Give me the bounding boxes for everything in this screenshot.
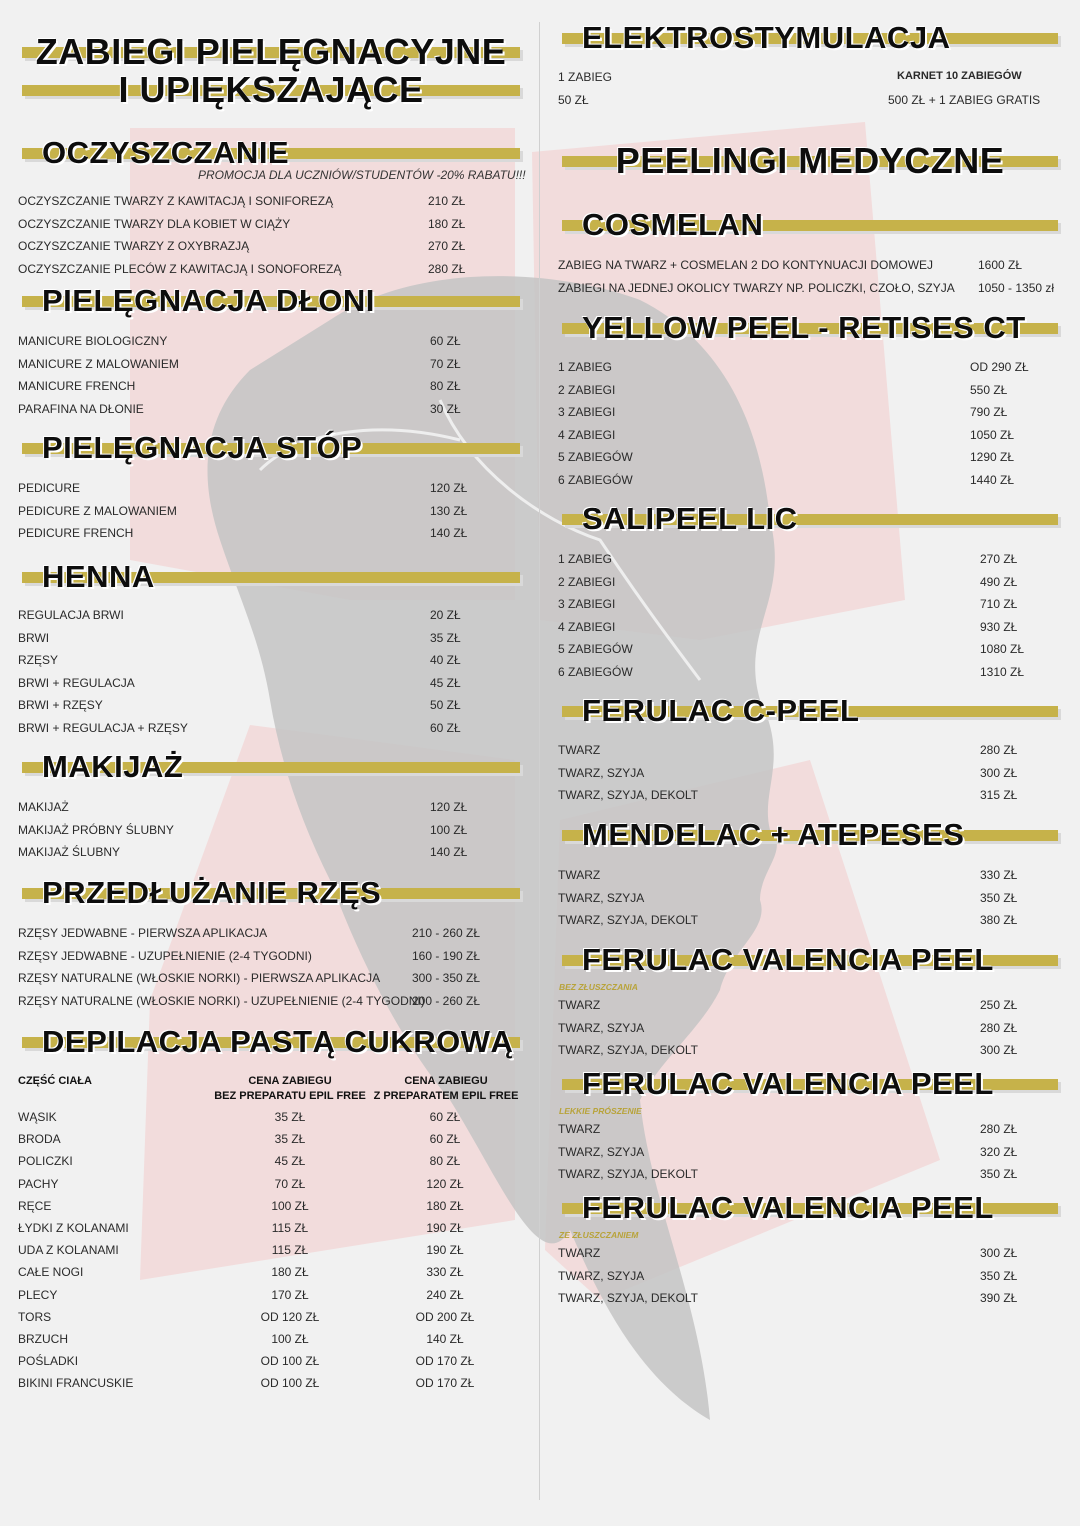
- table-cell-price-without: 170 ZŁ: [271, 1287, 309, 1302]
- item-name: OCZYSZCZANIE PLECÓW Z KAWITACJĄ I SONOFOREZĄ: [18, 261, 342, 276]
- table-cell-price-without: OD 100 ZŁ: [260, 1376, 320, 1391]
- item-price: 280 ZŁ: [980, 743, 1018, 757]
- item-price: 1050 ZŁ: [970, 427, 1015, 442]
- item-name: PEDICURE FRENCH: [18, 526, 134, 540]
- item-price: 160 - 190 ZŁ: [412, 948, 481, 963]
- section-heading: [562, 308, 1058, 348]
- table-cell-part: ŁYDKI Z KOLANAMI: [18, 1221, 129, 1235]
- section-heading: [562, 1064, 1058, 1104]
- item-name: MANICURE FRENCH: [18, 379, 136, 393]
- table-cell-part: CAŁE NOGI: [18, 1265, 84, 1280]
- peelingi-heading: [562, 141, 1058, 181]
- item-name: TWARZ: [558, 1122, 601, 1136]
- item-price: 180 ZŁ: [428, 216, 466, 231]
- item-name: RZĘSY JEDWABNE - UZUPEŁNIENIE (2-4 TYGODNI): [18, 948, 312, 963]
- promo-text: PROMOCJA DLA UCZNIÓW/STUDENTÓW -20% RABATU!!!: [198, 168, 526, 182]
- item-price: 315 ZŁ: [980, 788, 1018, 802]
- item-name: BRWI + REGULACJA: [18, 675, 135, 690]
- item-name: TWARZ, SZYJA: [558, 1020, 645, 1035]
- item-price: 210 - 260 ZŁ: [412, 926, 481, 940]
- section-title: PIELĘGNACJA DŁONI: [42, 283, 375, 318]
- item-price: 45 ZŁ: [430, 675, 461, 690]
- item-price: 1310 ZŁ: [980, 664, 1025, 679]
- item-name: 3 ZABIEGI: [558, 405, 616, 419]
- item-name: TWARZ: [558, 1246, 601, 1260]
- item-price: 30 ZŁ: [430, 401, 461, 416]
- table-cell-part: BRODA: [18, 1132, 61, 1147]
- table-cell-part: POLICZKI: [18, 1154, 73, 1169]
- table-cell-part: PLECY: [18, 1287, 58, 1302]
- item-name: BRWI + RZĘSY: [18, 698, 103, 712]
- elektro-pass-label: KARNET 10 ZABIEGÓW: [897, 70, 1022, 82]
- table-cell-price-with: 60 ZŁ: [429, 1132, 461, 1147]
- section-title: MENDELAC + ATEPESES: [582, 817, 965, 852]
- item-name: TWARZ, SZYJA: [558, 890, 645, 905]
- section-title: SALIPEEL LIC: [582, 501, 798, 536]
- section-heading-depilacja: [22, 1022, 520, 1062]
- elektro-single-price: 50 ZŁ: [558, 93, 589, 107]
- item-price: 300 ZŁ: [980, 765, 1018, 780]
- item-price: 210 ZŁ: [428, 194, 466, 208]
- item-name: ZABIEG NA TWARZ + COSMELAN 2 DO KONTYNUACJI DOMOWEJ: [558, 258, 934, 272]
- item-price: 1080 ZŁ: [980, 642, 1025, 656]
- section-title: FERULAC VALENCIA PEEL: [582, 942, 994, 977]
- table-cell-price-without: 70 ZŁ: [274, 1176, 306, 1191]
- item-name: TWARZ, SZYJA, DEKOLT: [558, 788, 699, 802]
- section-title: ZABIEGI PIELĘGNACYJNE: [35, 31, 507, 72]
- table-cell-price-without: 100 ZŁ: [271, 1332, 309, 1346]
- section-title: YELLOW PEEL - RETISES CT: [582, 310, 1026, 345]
- section-title: DEPILACJA PASTĄ CUKROWĄ: [42, 1024, 514, 1059]
- item-price: 1290 ZŁ: [970, 450, 1015, 464]
- item-price: 270 ZŁ: [428, 239, 466, 253]
- table-cell-price-with: 60 ZŁ: [429, 1110, 461, 1124]
- section-title: ELEKTROSTYMULACJA: [582, 20, 951, 55]
- table-cell-price-without: 115 ZŁ: [271, 1221, 309, 1235]
- item-price: 70 ZŁ: [430, 356, 461, 371]
- item-price: 140 ZŁ: [430, 526, 468, 540]
- section-title: PEELINGI MEDYCZNE: [615, 140, 1005, 181]
- item-name: PEDICURE Z MALOWANIEM: [18, 503, 177, 518]
- item-name: TWARZ, SZYJA, DEKOLT: [558, 1043, 699, 1057]
- section-heading: [562, 691, 1058, 731]
- item-name: TWARZ, SZYJA: [558, 1144, 645, 1159]
- section-heading: [22, 873, 520, 913]
- item-price: 350 ZŁ: [980, 1268, 1018, 1283]
- table-cell-price-with: 180 ZŁ: [426, 1198, 464, 1213]
- section-heading-elektro: [562, 18, 1058, 58]
- section-heading: [22, 747, 520, 787]
- section-title: I UPIĘKSZAJĄCE: [118, 69, 424, 110]
- item-name: TWARZ, SZYJA: [558, 1268, 645, 1283]
- section-heading: [22, 281, 520, 321]
- item-name: 6 ZABIEGÓW: [558, 664, 633, 679]
- item-name: 5 ZABIEGÓW: [558, 450, 633, 464]
- section-heading: [22, 428, 520, 468]
- section-title: FERULAC C-PEEL: [582, 693, 860, 728]
- item-name: MAKIJAŻ ŚLUBNY: [18, 845, 121, 859]
- item-price: 140 ZŁ: [430, 845, 468, 859]
- table-cell-price-with: 190 ZŁ: [426, 1221, 464, 1235]
- table-cell-part: PACHY: [18, 1176, 59, 1191]
- item-price: 1600 ZŁ: [978, 258, 1023, 272]
- table-cell-part: TORS: [18, 1309, 52, 1324]
- item-name: RZĘSY: [18, 653, 59, 667]
- item-price: 350 ZŁ: [980, 1167, 1018, 1181]
- table-cell-price-with: OD 170 ZŁ: [415, 1376, 475, 1391]
- item-name: RZĘSY JEDWABNE - PIERWSZA APLIKACJA: [18, 926, 268, 940]
- item-price: 280 ZŁ: [980, 1122, 1018, 1136]
- table-cell-price-with: 140 ZŁ: [426, 1332, 464, 1346]
- item-price: 1050 - 1350 zł: [978, 280, 1055, 295]
- section-heading: [22, 557, 520, 597]
- page-title-line1: [22, 32, 520, 72]
- item-name: OCZYSZCZANIE TWARZY Z KAWITACJĄ I SONIFOREZĄ: [18, 194, 334, 208]
- item-price: 50 ZŁ: [430, 698, 461, 712]
- section-title: OCZYSZCZANIE: [42, 135, 290, 170]
- header-body-part: CZĘŚĆ CIAŁA: [18, 1075, 92, 1087]
- item-price: 280 ZŁ: [428, 261, 466, 276]
- item-name: 4 ZABIEGI: [558, 619, 616, 634]
- section-title: COSMELAN: [582, 207, 764, 242]
- section-heading: [562, 499, 1058, 539]
- item-name: 6 ZABIEGÓW: [558, 472, 633, 487]
- item-price: 330 ZŁ: [980, 868, 1018, 882]
- item-price: 60 ZŁ: [430, 334, 461, 348]
- table-cell-part: WĄSIK: [18, 1110, 57, 1124]
- table-cell-price-without: 100 ZŁ: [271, 1198, 309, 1213]
- item-name: BRWI: [18, 630, 50, 645]
- table-cell-part: BIKINI FRANCUSKIE: [18, 1376, 134, 1391]
- item-price: 550 ZŁ: [970, 382, 1008, 397]
- section-title: PRZEDŁUŻANIE RZĘS: [42, 875, 382, 910]
- table-cell-part: UDA Z KOLANAMI: [18, 1243, 119, 1258]
- column-divider: [539, 22, 540, 1500]
- item-name: 1 ZABIEG: [558, 360, 613, 374]
- table-cell-part: RĘCE: [18, 1198, 52, 1213]
- page-title-line2: [22, 70, 520, 110]
- section-subtitle: BEZ ZŁUSZCZANIA: [559, 982, 638, 992]
- item-name: OCZYSZCZANIE TWARZY Z OXYBRAZJĄ: [18, 239, 250, 253]
- item-price: 130 ZŁ: [430, 503, 468, 518]
- item-name: TWARZ, SZYJA, DEKOLT: [558, 1291, 699, 1305]
- item-name: TWARZ: [558, 868, 601, 882]
- item-price: 250 ZŁ: [980, 998, 1018, 1012]
- item-name: 4 ZABIEGI: [558, 427, 616, 442]
- item-name: TWARZ, SZYJA, DEKOLT: [558, 1167, 699, 1181]
- item-price: 60 ZŁ: [430, 720, 461, 735]
- item-name: MANICURE BIOLOGICZNY: [18, 334, 168, 348]
- item-name: BRWI + REGULACJA + RZĘSY: [18, 720, 188, 735]
- item-price: 390 ZŁ: [980, 1291, 1018, 1305]
- item-name: MAKIJAŻ PRÓBNY ŚLUBNY: [18, 822, 174, 837]
- item-name: TWARZ: [558, 743, 601, 757]
- header-price-without: CENA ZABIEGU BEZ PREPARATU EPIL FREE: [214, 1075, 366, 1102]
- item-price: 270 ZŁ: [980, 552, 1018, 566]
- item-price: OD 290 ZŁ: [970, 360, 1029, 374]
- item-name: 2 ZABIEGI: [558, 382, 616, 397]
- item-price: 120 ZŁ: [430, 800, 468, 814]
- item-price: 200 - 260 ZŁ: [412, 993, 481, 1008]
- table-cell-part: BRZUCH: [18, 1332, 68, 1346]
- item-price: 1440 ZŁ: [970, 472, 1015, 487]
- item-name: RZĘSY NATURALNE (WŁOSKIE NORKI) - UZUPEŁNIENIE (2-4 TYGODNI): [18, 993, 425, 1008]
- table-cell-price-with: 240 ZŁ: [426, 1287, 464, 1302]
- section-title: HENNA: [42, 559, 155, 594]
- item-price: 790 ZŁ: [970, 405, 1008, 419]
- elektro-single-label: 1 ZABIEG: [558, 70, 613, 84]
- item-price: 350 ZŁ: [980, 890, 1018, 905]
- section-heading: [562, 1188, 1058, 1228]
- section-heading: [562, 815, 1058, 855]
- item-price: 100 ZŁ: [430, 822, 468, 837]
- item-name: 1 ZABIEG: [558, 552, 613, 566]
- section-subtitle: LEKKIE PRÓSZENIE: [559, 1106, 642, 1116]
- table-cell-price-with: 190 ZŁ: [426, 1243, 464, 1258]
- table-cell-price-with: OD 170 ZŁ: [415, 1354, 475, 1369]
- item-name: 2 ZABIEGI: [558, 574, 616, 589]
- item-price: 40 ZŁ: [430, 653, 461, 667]
- item-name: 3 ZABIEGI: [558, 597, 616, 611]
- item-price: 20 ZŁ: [430, 608, 461, 622]
- item-name: TWARZ: [558, 998, 601, 1012]
- header-price-with: CENA ZABIEGU Z PREPARATEM EPIL FREE: [373, 1075, 519, 1102]
- item-name: ZABIEGI NA JEDNEJ OKOLICY TWARZY NP. POLICZKI, CZOŁO, SZYJA: [558, 280, 955, 295]
- section-title: FERULAC VALENCIA PEEL: [582, 1190, 994, 1225]
- item-name: MAKIJAŻ: [18, 800, 69, 814]
- item-name: REGULACJA BRWI: [18, 608, 124, 622]
- item-name: MANICURE Z MALOWANIEM: [18, 356, 179, 371]
- section-subtitle: ZE ZŁUSZCZANIEM: [559, 1230, 639, 1240]
- item-price: 35 ZŁ: [430, 630, 461, 645]
- table-cell-price-with: 330 ZŁ: [426, 1265, 464, 1280]
- table-cell-price-with: OD 200 ZŁ: [415, 1309, 475, 1324]
- section-title: FERULAC VALENCIA PEEL: [582, 1066, 994, 1101]
- table-cell-price-with: 80 ZŁ: [429, 1154, 461, 1169]
- table-cell-price-without: 35 ZŁ: [274, 1132, 306, 1147]
- item-name: PARAFINA NA DŁONIE: [18, 401, 144, 416]
- table-cell-price-without: 115 ZŁ: [271, 1243, 309, 1258]
- item-name: PEDICURE: [18, 481, 81, 495]
- elektro-pass-price: 500 ZŁ + 1 ZABIEG GRATIS: [888, 93, 1041, 107]
- table-cell-price-without: OD 100 ZŁ: [260, 1354, 320, 1369]
- item-name: 5 ZABIEGÓW: [558, 642, 633, 656]
- section-heading: [22, 133, 520, 173]
- item-price: 320 ZŁ: [980, 1144, 1018, 1159]
- item-price: 80 ZŁ: [430, 379, 461, 393]
- table-cell-price-without: OD 120 ZŁ: [260, 1309, 320, 1324]
- item-price: 300 ZŁ: [980, 1043, 1018, 1057]
- item-price: 120 ZŁ: [430, 481, 468, 495]
- item-price: 710 ZŁ: [980, 597, 1018, 611]
- table-cell-price-with: 120 ZŁ: [426, 1176, 464, 1191]
- item-price: 300 - 350 ZŁ: [412, 971, 481, 985]
- section-title: MAKIJAŻ: [42, 749, 184, 784]
- table-cell-part: POŚLADKI: [18, 1354, 79, 1369]
- section-title: PIELĘGNACJA STÓP: [42, 430, 363, 465]
- section-heading: [562, 940, 1058, 980]
- item-price: 280 ZŁ: [980, 1020, 1018, 1035]
- table-cell-price-without: 180 ZŁ: [271, 1265, 309, 1280]
- item-price: 380 ZŁ: [980, 913, 1018, 927]
- item-price: 490 ZŁ: [980, 574, 1018, 589]
- table-cell-price-without: 35 ZŁ: [274, 1110, 306, 1124]
- item-price: 930 ZŁ: [980, 619, 1018, 634]
- table-cell-price-without: 45 ZŁ: [274, 1154, 306, 1169]
- item-price: 300 ZŁ: [980, 1246, 1018, 1260]
- section-heading: [562, 205, 1058, 245]
- item-name: TWARZ, SZYJA, DEKOLT: [558, 913, 699, 927]
- item-name: RZĘSY NATURALNE (WŁOSKIE NORKI) - PIERWSZA APLIKACJA: [18, 971, 381, 985]
- item-name: TWARZ, SZYJA: [558, 765, 645, 780]
- item-name: OCZYSZCZANIE TWARZY DLA KOBIET W CIĄŻY: [18, 216, 291, 231]
